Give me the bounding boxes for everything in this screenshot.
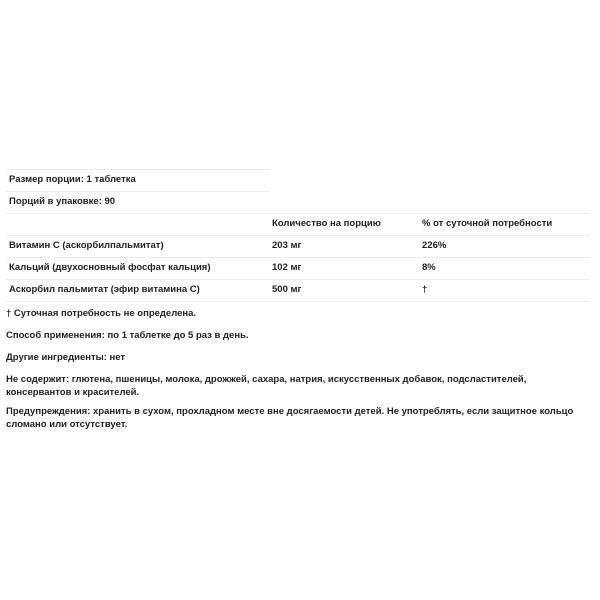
other-ingredients: Другие ингредиенты: нет — [6, 352, 126, 363]
nutrient-name: Кальций (двухосновный фосфат кальция) — [9, 262, 211, 273]
divider — [6, 191, 270, 192]
free-of-note: Не содержит: глютена, пшеницы, молока, дрожжей, сахара, натрия, искусственных добавок, подсластителей, консервантов и красителей. — [6, 374, 527, 398]
nutrient-name: Витамин С (аскорбилпальмитат) — [9, 240, 164, 251]
divider — [6, 301, 590, 302]
nutrient-amount: 203 мг — [272, 240, 302, 251]
nutrient-dv: 226% — [422, 240, 447, 251]
warnings-note: Предупреждения: хранить в сухом, прохладном месте вне досягаемости детей. Не употреблять, если защитное кольцо сломано или отсутствует. — [6, 406, 574, 430]
nutrient-dv: 8% — [422, 262, 436, 273]
serving-size: Размер порции: 1 таблетка — [9, 174, 136, 185]
header-dv: % от суточной потребности — [422, 218, 553, 229]
usage-note: Способ применения: по 1 таблетке до 5 раз в день. — [6, 330, 249, 341]
header-amount: Количество на порцию — [272, 218, 381, 229]
nutrient-amount: 102 мг — [272, 262, 302, 273]
divider — [6, 257, 590, 258]
dv-note: † Суточная потребность не определена. — [6, 308, 197, 319]
servings-per-container: Порций в упаковке: 90 — [9, 196, 116, 207]
divider — [6, 279, 590, 280]
nutrient-name: Аскорбил пальмитат (эфир витамина С) — [9, 284, 200, 295]
nutrient-dv: † — [422, 284, 428, 295]
divider — [6, 235, 590, 236]
divider — [6, 169, 270, 170]
nutrient-amount: 500 мг — [272, 284, 302, 295]
divider — [6, 213, 590, 214]
